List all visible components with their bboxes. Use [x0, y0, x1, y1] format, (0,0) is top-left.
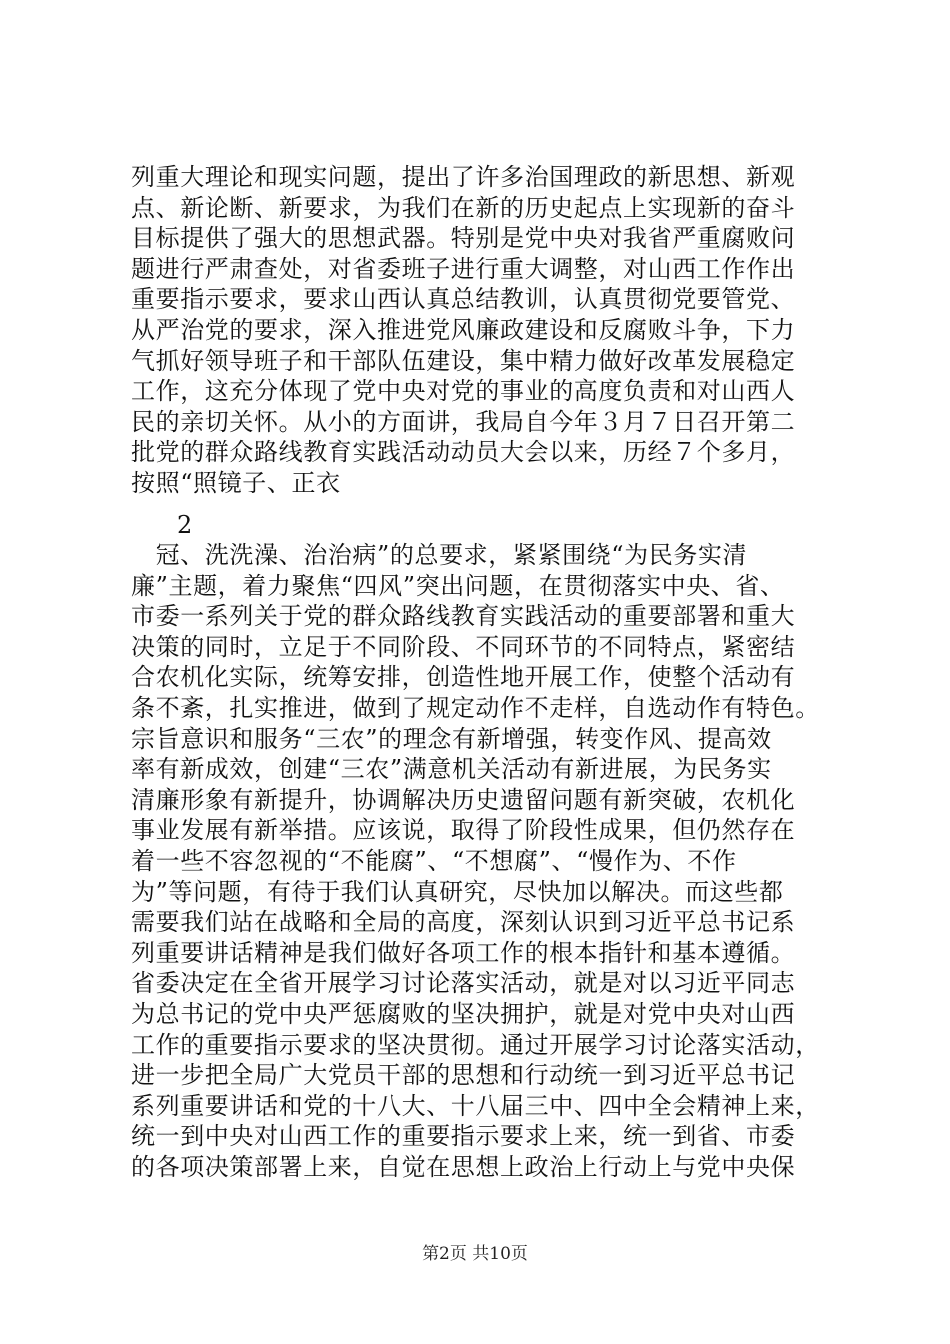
text-line: 需要我们站在战略和全局的高度，深刻认识到习近平总书记系 — [131, 908, 796, 937]
text-line: 题进行严肃查处，对省委班子进行重大调整，对山西工作作出 — [131, 254, 796, 283]
text-line: 清廉形象有新提升，协调解决历史遗留问题有新突破，农机化 — [131, 785, 796, 814]
text-line: 气抓好领导班子和干部队伍建设，集中精力做好改革发展稳定 — [131, 346, 796, 375]
paragraph-continued — [131, 162, 831, 499]
text-line: 的各项决策部署上来，自觉在思想上政治上行动上与党中央保 — [131, 1152, 796, 1181]
text-line: 目标提供了强大的思想武器。特别是党中央对我省严重腐败问 — [131, 224, 796, 253]
text-line: 冠、洗洗澡、治治病”的总要求，紧紧围绕“为民务实清 — [131, 541, 748, 569]
text-line: 着一些不容忽视的“不能腐”、“不想腐”、“慢作为、不作 — [131, 846, 737, 875]
text-line: 从严治党的要求，深入推进党风廉政建设和反腐败斗争，下力 — [131, 315, 796, 344]
text-line: 为总书记的党中央严惩腐败的坚决拥护，就是对党中央对山西 — [131, 999, 796, 1028]
paragraph-main — [131, 540, 831, 1182]
text-line: 统一到中央对山西工作的重要指示要求上来，统一到省、市委 — [131, 1122, 796, 1151]
text-line: 省委决定在全省开展学习讨论落实活动，就是对以习近平同志 — [131, 969, 796, 998]
text-line: 为”等问题，有待于我们认真研究，尽快加以解决。而这些都 — [131, 877, 784, 906]
text-line: 系列重要讲话和党的十八大、十八届三中、四中全会精神上来， — [131, 1091, 820, 1120]
text-line: 列重大理论和现实问题，提出了许多治国理政的新思想、新观 — [131, 163, 796, 191]
text-line: 民的亲切关怀。从小的方面讲，我局自今年３月７日召开第二 — [131, 407, 796, 436]
text-line: 条不紊，扎实推进，做到了规定动作不走样，自选动作有特色。 — [131, 693, 820, 722]
text-line: 点、新论断、新要求，为我们在新的历史起点上实现新的奋斗 — [131, 193, 796, 222]
text-line: 按照“照镜子、正衣 — [131, 468, 341, 497]
text-line: 宗旨意识和服务“三农”的理念有新增强，转变作风、提高效 — [131, 724, 772, 753]
text-line: 工作的重要指示要求的坚决贯彻。通过开展学习讨论落实活动， — [131, 1030, 820, 1059]
text-line: 决策的同时，立足于不同阶段、不同环节的不同特点，紧密结 — [131, 632, 796, 661]
text-line: 事业发展有新举措。应该说，取得了阶段性成果，但仍然存在 — [131, 816, 796, 845]
text-line: 列重要讲话精神是我们做好各项工作的根本指针和基本遵循。 — [131, 938, 796, 967]
text-line: 重要指示要求，要求山西认真总结教训，认真贯彻党要管党、 — [131, 285, 796, 314]
inline-page-marker: 2 — [177, 511, 193, 539]
text-line: 廉”主题，着力聚焦“四风”突出问题，在贯彻落实中央、省、 — [131, 571, 785, 600]
text-line: 市委一系列关于党的群众路线教育实践活动的重要部署和重大 — [131, 602, 796, 631]
page-footer: 第2页 共10页 — [422, 1244, 528, 1264]
text-line: 工作，这充分体现了党中央对党的事业的高度负责和对山西人 — [131, 377, 796, 406]
text-line: 批党的群众路线教育实践活动动员大会以来，历经７个多月， — [131, 438, 796, 467]
text-line: 合农机化实际，统筹安排，创造性地开展工作，使整个活动有 — [131, 663, 796, 692]
text-line: 进一步把全局广大党员干部的思想和行动统一到习近平总书记 — [131, 1061, 796, 1090]
text-line: 率有新成效，创建“三农”满意机关活动有新进展，为民务实 — [131, 755, 772, 784]
